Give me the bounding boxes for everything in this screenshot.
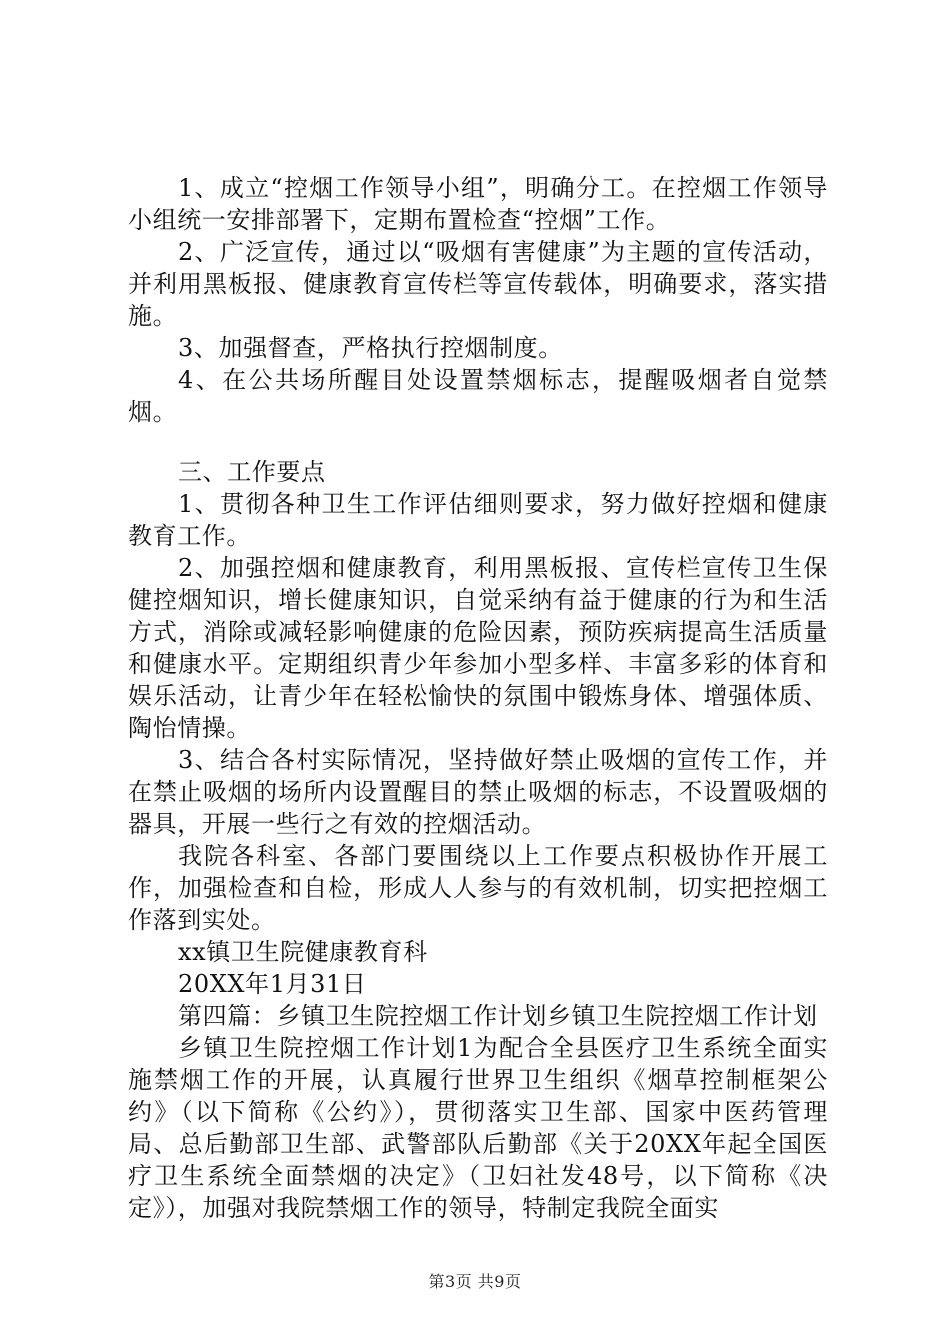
paragraph-item-3: 3、加强督查，严格执行控烟制度。 [178,334,563,362]
paragraph-item-1: 1、成立“控烟工作领导小组”，明确分工。在控烟工作领导小组统一安排部署下，定期布置检查“控烟”工作。 [128,174,828,234]
paragraph-item-4: 4、在公共场所醒目处设置禁烟标志，提醒吸烟者自觉禁烟。 [128,366,828,426]
document-body [128,172,828,1224]
key-point-1: 1、贯彻各种卫生工作评估细则要求，努力做好控烟和健康教育工作。 [128,490,828,550]
section-heading: 三、工作要点 [178,458,326,486]
signature-org: xx镇卫生院健康教育科 [178,938,428,966]
key-point-2: 2、加强控烟和健康教育，利用黑板报、宣传栏宣传卫生保健控烟知识，增长健康知识，自觉采纳有益于健康的行为和生活方式，消除或减轻影响健康的危险因素，预防疾病提高生活质量和健康水平。定期组织青少年参加小型多样、丰富多彩的体育和娱乐活动，让青少年在轻松愉快的氛围中锻炼身体、增强体质、陶怡情操。 [128,554,828,742]
chapter-title: 第四篇：乡镇卫生院控烟工作计划乡镇卫生院控烟工作计划 [178,1002,818,1030]
chapter-paragraph: 乡镇卫生院控烟工作计划1为配合全县医疗卫生系统全面实施禁烟工作的开展，认真履行世界卫生组织《烟草控制框架公约》（以下简称《公约》），贯彻落实卫生部、国家中医药管理局、总后勤部卫生部、武警部队后勤部《关于20XX年起全国医疗卫生系统全面禁烟的决定》（卫妇社发48号，以下简称《决定》），加强对我院禁烟工作的领导，特制定我院全面实 [128,1034,828,1222]
key-point-3: 3、结合各村实际情况，坚持做好禁止吸烟的宣传工作，并在禁止吸烟的场所内设置醒目的禁止吸烟的标志，不设置吸烟的器具，开展一些行之有效的控烟活动。 [128,746,828,838]
paragraph-item-2: 2、广泛宣传，通过以“吸烟有害健康”为主题的宣传活动，并利用黑板报、健康教育宣传栏等宣传载体，明确要求，落实措施。 [128,238,828,330]
page-number-footer: 第3页 共9页 [428,1272,522,1291]
closing-paragraph: 我院各科室、各部门要围绕以上工作要点积极协作开展工作，加强检查和自检，形成人人参与的有效机制，切实把控烟工作落到实处。 [128,842,828,934]
signature-date: 20XX年1月31日 [178,970,367,998]
section-spacer [128,428,828,456]
